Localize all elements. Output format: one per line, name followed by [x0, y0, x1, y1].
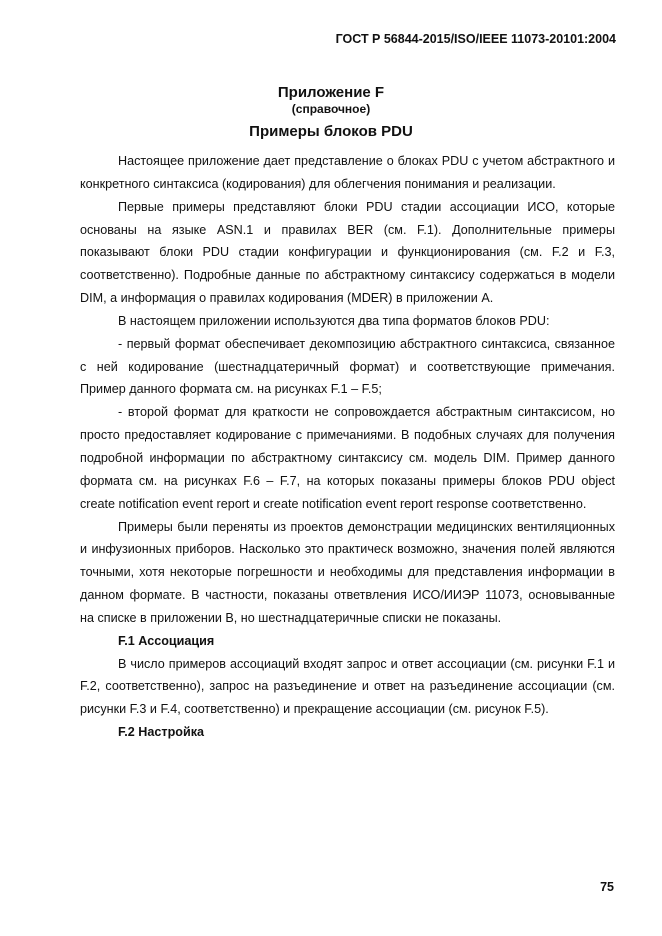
list-item-first-format: - первый формат обеспечивает декомпозицию абстрактного синтаксиса, связанное с ней кодирование (шестнадцатеричный формат) и соответствующие примечания. Пример данного формата см. на рисунках F.1 – F.5;: [80, 336, 615, 397]
paragraph-first-examples: Первые примеры представляют блоки PDU стадии ассоциации ИСО, которые основаны на языке ASN.1 и правилах BER (см. F.1). Дополнительные примеры показывают блоки PDU стадии конфигурации и функционирования (см. F.2 и F.3, соответственно). Подробные данные по абстрактному синтаксису содержаться в модели DIM, а информация о правилах кодирования (MDER) в приложении A.: [80, 199, 615, 306]
section-heading-f1: F.1 Ассоциация: [118, 633, 215, 648]
document-header: ГОСТ Р 56844-2015/ISO/IEEE 11073-20101:2004: [335, 32, 616, 46]
annex-kind: (справочное): [291, 102, 371, 116]
list-item-second-format: - второй формат для краткости не сопровождается абстрактным синтаксисом, но просто предоставляет кодирование с примечаниями. В подобных случаях для получения подробной информации по абстрактному синтаксису см. модель DIM. Пример данного формата см. на рисунках F.6 – F.7, на которых показаны примеры блоков PDU object create notification event report и create notification event report response соответственно.: [80, 405, 615, 511]
annex-heading: Примеры блоков PDU: [249, 123, 413, 140]
page-number: 75: [600, 880, 614, 894]
paragraph-intro: Настоящее приложение дает представление о блоках PDU с учетом абстрактного и конкретного синтаксиса (кодирования) для облегчения понимания и реализации.: [80, 154, 615, 191]
paragraph-formats: В настоящем приложении используются два типа форматов блоков PDU:: [118, 313, 550, 328]
section-heading-f2: F.2 Настройка: [118, 725, 205, 740]
body-text: [80, 150, 615, 744]
annex-title: Приложение F: [277, 84, 385, 101]
paragraph-f1: В число примеров ассоциаций входят запрос и ответ ассоциации (см. рисунки F.1 и F.2, соответственно), запрос на разъединение и ответ на разъединение ассоциации (см. рисунки F.3 и F.4, соответственно) и прекращение ассоциации (см. рисунок F.5).: [80, 656, 615, 717]
paragraph-examples-source: Примеры были переняты из проектов демонстрации медицинских вентиляционных и инфузионных приборов. Насколько это практическ возможно, значения полей являются точными, хотя некоторые погрешности и необходимы для представления информации в данном формате. В частности, показаны ответвления ИСО/ИИЭР 11073, основывaнные на списке в приложении B, но шестнадцатеричные списки не показаны.: [80, 519, 615, 625]
